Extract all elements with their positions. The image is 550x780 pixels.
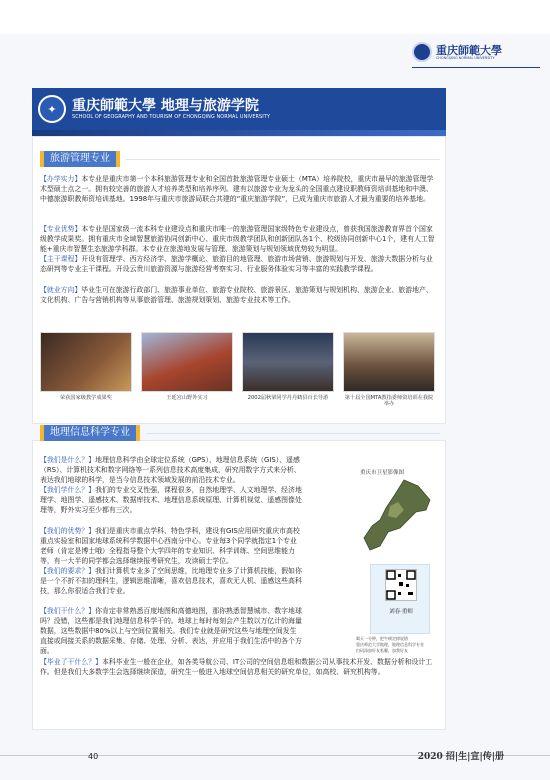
university-seal-icon [412, 42, 432, 62]
map-title: 重庆市卫星影像图 [360, 470, 405, 476]
wechat-card [370, 564, 430, 634]
ceremony-photo [242, 332, 334, 392]
satellite-map [360, 468, 434, 558]
qr-code-icon [385, 569, 417, 601]
section-header-tourism [40, 150, 440, 168]
paragraph: 【就业方向】毕业生可在旅游行政部门、旅游事业单位、旅游专业院校、旅游景区、旅游策划与规划机构、旅游企业、旅游地产、文化机构、广告与营销机构等从事旅游管理、旅游规划策划、旅游专业技术等工作。 [40, 286, 433, 305]
paragraph: 【我们的要求？】我们计算机专业多了空间思维，比地理专业多了计算机技能，假如你是一个不折不扣的理科生，逻辑思维清晰，喜欢信息技术，喜欢无人机、遥感这些高科技，那么你很适合我们专业。 [40, 567, 302, 596]
footer-title: 2020 招|生|宣|传|册 [417, 752, 504, 762]
field-trip-photo [141, 332, 233, 392]
logo-subtext: CHONGQING NORMAL UNIVERSITY [436, 55, 495, 60]
page-number: 40 [88, 752, 99, 761]
section-title: 旅游管理专业 [44, 151, 116, 167]
card-name: 刘春·重师 [389, 609, 413, 615]
section-title: 地理信息科学专业 [44, 425, 136, 441]
photo-card: 王延宫山野外实习 [141, 332, 233, 401]
university-logo [412, 40, 540, 64]
paragraph: 【我们的优势？】我们是重庆市重点学科、特色学科，建设有GIS应用研究重庆市高校重点实验室和国家地球系统科学数据中心西南分中心。专业每3个同学就指定1个专业老师（肯定是博士哦）全程指导整个大学四年的专业知识、科学训练、空间思维能力等，有一大半的同学都会选择继续报考研究生，攻读硕士学位。 [40, 527, 300, 566]
logo-text: 重庆師範大學 [436, 43, 502, 57]
photo-card: 第十届全国MTA教指委师资培训在我院举办 [343, 332, 435, 407]
training-photo [343, 332, 435, 392]
school-seal-icon: ✦ [38, 95, 66, 123]
section-header-gis [40, 424, 440, 442]
paragraph: 【毕业了干什么？】本科毕业生一般在企业，如各类导航公司、IT公司的空间信息组和数据公司从事技术开发、数据分析和设计工作。但是我们大多数学生会选择继续深造，研究生一般进入地球空间信息相关的研究单位，如高校、研究机构等。 [40, 658, 433, 677]
chongqing-map-icon [360, 476, 434, 556]
school-banner [32, 88, 446, 130]
card-notes: 喝天一分钟，把牛顿定律说错 重庆师范大学地理，地理信息科学专业 扫码添加好友私聊，加我好友 [356, 636, 424, 653]
photo-card: 2002届秋梁同学丹丹鹤县百长导游 [242, 332, 334, 401]
paragraph: 【我们学什么？】我们的专业交叉性强，课程很多，自然地理学、人文地理学、经济地理学、地图学、遥感技术、数据库技术、地理信息系统原理、计算机视觉、遥感图像处理等，野外实习至少都有三次。 [40, 486, 302, 515]
photo-card: 荣获国家级教学成果奖 [40, 332, 132, 401]
school-name-cn: 重庆師範大學 地理与旅游学院 [72, 98, 259, 114]
paragraph: 【我们是什么？】地理信息科学由全球定位系统（GPS）、地理信息系统（GIS）、遥感（RS）、计算机技术和数字网络等一系列信息技术高度集成，研究用数字方式来分析、表达我们地球的科学，是当今信息技术领域发展的前沿技术专业。 [40, 456, 301, 485]
paragraph: 【专业优势】本专业是国家级一流本科专业建设点和重庆市唯一的旅游管理国家级特色专业建设点，曾获我国旅游教育界首个国家级教学成果奖。拥有重庆市全域智慧旅游协同创新中心、重庆市级教学团队和创新团队各1个、校级协同创新中心1个，建有人工智能+重庆市智慧生态旅游学科群。本专业在旅游地发展与管理、旅游策划与规划领域优势较为明显。 [40, 225, 435, 254]
school-name-en: SCHOOL OF GEOGRAPHY AND TOURISM OF CHONGQING NORMAL UNIVERSITY [72, 114, 270, 120]
header-rule [412, 67, 540, 68]
paragraph: 【主干课程】开设有管理学、西方经济学、旅游学概论、旅游目的地管理、旅游市场营销、旅游规划与开发、旅游大数据分析与业态研判等专业主干课程。开设云贵川旅游资源与旅游经营考察实习、行业服务体验实习等丰富的实践教学课程。 [40, 255, 433, 274]
paragraph: 【办学实力】本专业是重庆市第一个本科旅游管理专业和全国首批旅游管理专业硕士（MTA）培养院校，重庆市最早的旅游管理学术型硕士点之一。拥有较完善的旅游人才培养类型和培养序列。建有以旅游专业为龙头的全国重点建设职教师资培训基地和中澳、中德旅游职教师资培训基地。1998年与重庆市旅游局联合共建的“重庆旅游学院”，已成为重庆市旅游人才最为重要的培养基地。 [40, 175, 434, 204]
paragraph: 【我们干什么？】你肯定非常熟悉百度地图和高德地图，那你熟悉智慧城市、数字地球吗？没错，这些都是我们地理信息科学干的。地球上每时每刻会产生数以万亿计的海量数据，这些数据中80%以上与空间位置相关。我们专业就是研究这些与地理空间发生直接或间接关系的数据采集、存储、处理、分析、表达，并应用于我们生活中的各个方面。 [40, 607, 302, 656]
award-photo [40, 332, 132, 392]
top-margin [0, 0, 550, 34]
